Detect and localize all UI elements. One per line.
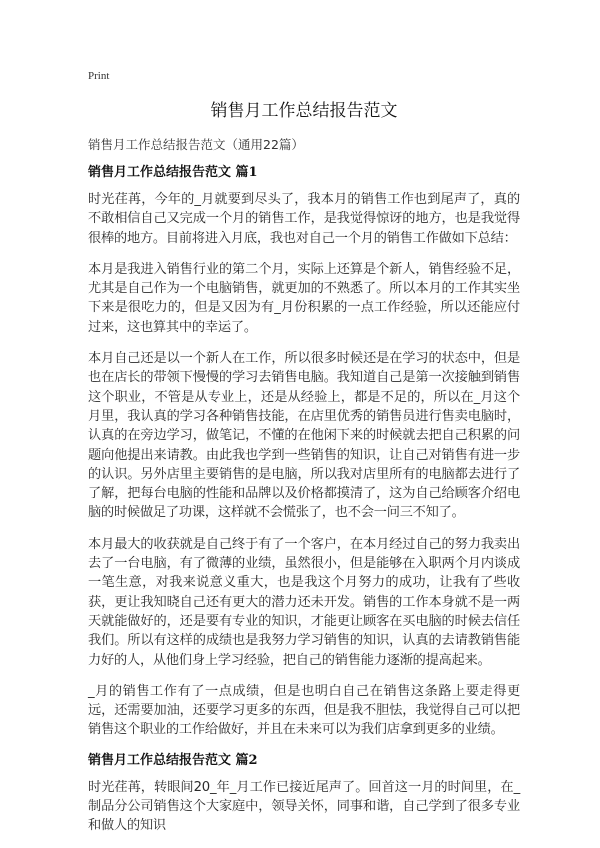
paragraph: 本月是我进入销售行业的第二个月，实际上还算是个新人，销售经验不足，尤其是自己作为一个电脑销售，就更加的不熟悉了。所以本月的工作其实坐下来是很吃力的，但是又因为有_月份积累的一点工作经验，所以还能应付过来，这也算其中的幸运了。 bbox=[88, 261, 520, 335]
paragraph: 时光荏苒，转眼间20_年_月工作已接近尾声了。回首这一月的时间里，在_制品分公司销售这个大家庭中，领导关怀，同事和谐，自己学到了很多专业和做人的知识 bbox=[88, 779, 520, 834]
section-1 bbox=[88, 164, 520, 740]
section-heading: 销售月工作总结报告范文 篇1 bbox=[88, 165, 258, 180]
paragraph: 本月最大的收获就是自己终于有了一个客户，在本月经过自己的努力我卖出去了一台电脑，有了微薄的业绩，虽然很小，但是能够在入职两个月内谈成一笔生意，对我来说意义重大，也是我这个月努力的成功，让我有了些收获，更让我知晓自己还有更大的潜力还未开发。销售的工作本身就不是一两天就能做好的，还是要有专业的知识，才能更让顾客在买电脑的时候去信任我们。所以有这样的成绩也是我努力学习销售的知识，认真的去请教销售能力好的人，从他们身上学习经验，把自己的销售能力逐渐的提高起来。 bbox=[88, 536, 520, 668]
document-title: 销售月工作总结报告范文 bbox=[210, 101, 398, 121]
print-label: Print bbox=[88, 70, 110, 82]
section-2 bbox=[88, 752, 520, 836]
document-subtitle: 销售月工作总结报告范文（通用22篇） bbox=[88, 137, 304, 152]
document-page bbox=[88, 68, 520, 848]
paragraph: 时光荏苒，今年的_月就要到尽头了，我本月的销售工作也到尾声了，真的不敢相信自己又完成一个月的销售工作，是我觉得惊讶的地方，也是我觉得很棒的地方。目前将进入月底，我也对自己一个月的销售工作做如下总结： bbox=[88, 192, 520, 246]
paragraph: 本月自己还是以一个新人在工作，所以很多时候还是在学习的状态中，但是也在店长的带领下慢慢的学习去销售电脑。我知道自己是第一次接触到销售这个职业，不管是从专业上，还是从经验上，都是不足的，所以在_月这个月里，我认真的学习各种销售技能，在店里优秀的销售员进行售卖电脑时，认真的在旁边学习，做笔记，不懂的在他闲下来的时候就去把自己积累的问题向他提出来请教。由此我也学到一些销售的知识，让自己对销售有进一步的认识。另外店里主要销售的是电脑，所以我对店里所有的电脑都去进行了了解，把每台电脑的性能和品牌以及价格都摸清了，这为自己给顾客介绍电脑的时候做足了功课，这样就不会慌张了，也不会一问三不知了。 bbox=[88, 351, 520, 521]
paragraph: _月的销售工作有了一点成绩，但是也明白自己在销售这条路上要走得更远，还需要加油，还要学习更多的东西，但是我不胆怯，我觉得自己可以把销售这个职业的工作给做好，并且在未来可以为我们店拿到更多的业绩。 bbox=[88, 683, 520, 738]
section-heading: 销售月工作总结报告范文 篇2 bbox=[88, 752, 258, 768]
